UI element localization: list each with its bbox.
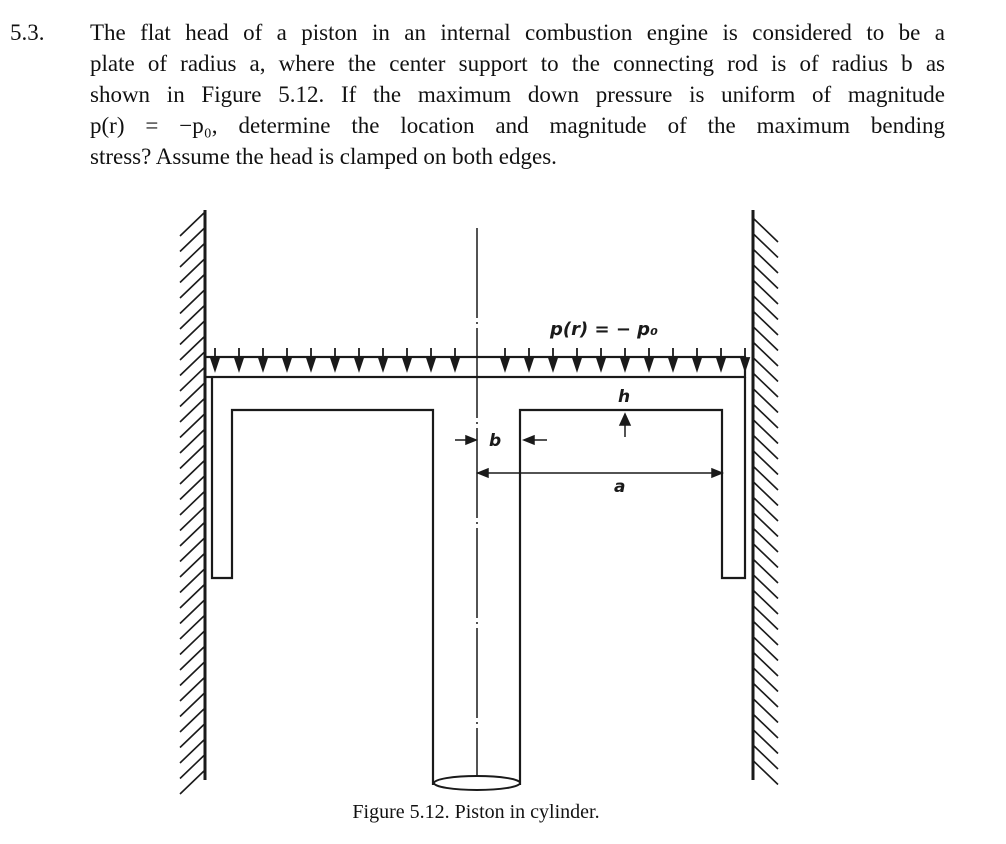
wall-hatch-line [753, 342, 778, 366]
problem-line-4: p(r) = −p₀, determine the location and magnitude of the maximum bending [90, 113, 945, 138]
wall-hatch-line [753, 389, 778, 413]
wall-hatch-line [753, 327, 778, 351]
wall-hatch-line [180, 398, 205, 422]
wall-hatch-line [753, 420, 778, 444]
wall-hatch-line [753, 466, 778, 490]
problem-line-2: plate of radius a, where the center support to the connecting rod is of radius b as [90, 51, 945, 76]
wall-hatch-line [180, 770, 205, 794]
wall-hatch-line [180, 755, 205, 779]
wall-hatch-line [180, 476, 205, 500]
thickness-arrow [620, 414, 630, 437]
wall-hatch-line [180, 631, 205, 655]
wall-hatch-line [180, 414, 205, 438]
wall-hatch-line [180, 662, 205, 686]
wall-hatch-line [753, 311, 778, 335]
wall-hatch-line [753, 482, 778, 506]
rod-end-ellipse [434, 776, 520, 790]
pressure-arrow [379, 348, 387, 370]
radius-label-a: a [614, 477, 626, 497]
wall-hatch-line [753, 435, 778, 459]
wall-hatch-line [753, 404, 778, 428]
wall-hatch-line [180, 274, 205, 298]
wall-hatch-line [753, 358, 778, 382]
wall-hatch-line [180, 336, 205, 360]
pressure-arrow [427, 348, 435, 370]
wall-hatch-line [180, 259, 205, 283]
wall-hatch-line [180, 352, 205, 376]
wall-hatch-line [180, 724, 205, 748]
wall-hatch-line [753, 249, 778, 273]
pressure-arrow [717, 348, 725, 370]
wall-hatch-line [753, 652, 778, 676]
pressure-arrow [235, 348, 243, 370]
problem-number: 5.3. [10, 20, 45, 45]
thickness-label-h: h [618, 387, 631, 407]
wall-hatch-line [180, 212, 205, 236]
wall-hatch-line [180, 693, 205, 717]
pressure-arrow [549, 348, 557, 370]
problem-line-1: The flat head of a piston in an internal combustion engine is considered to be a [90, 20, 945, 45]
wall-hatch-line [180, 491, 205, 515]
wall-hatch-line [753, 590, 778, 614]
left-cylinder-wall [180, 210, 205, 794]
wall-hatch-line [180, 600, 205, 624]
wall-hatch-line [753, 280, 778, 304]
wall-hatch-line [753, 544, 778, 568]
wall-hatch-line [753, 265, 778, 289]
pressure-arrow [621, 348, 629, 370]
wall-hatch-line [753, 745, 778, 769]
wall-hatch-line [180, 615, 205, 639]
wall-hatch-line [180, 290, 205, 314]
pressure-arrow [669, 348, 677, 370]
wall-hatch-line [180, 383, 205, 407]
problem-line-5: stress? Assume the head is clamped on both edges. [90, 144, 557, 169]
wall-hatch-line [180, 538, 205, 562]
wall-hatch-line [180, 569, 205, 593]
wall-hatch-line [753, 497, 778, 521]
wall-hatch-line [180, 522, 205, 546]
wall-hatch-line [180, 429, 205, 453]
piston-body [212, 377, 745, 785]
wall-hatch-line [753, 528, 778, 552]
wall-hatch-line [753, 637, 778, 661]
wall-hatch-line [180, 553, 205, 577]
wall-hatch-line [180, 321, 205, 345]
wall-hatch-line [753, 714, 778, 738]
wall-hatch-line [753, 234, 778, 258]
pressure-arrows [211, 348, 749, 370]
radius-label-b: b [489, 431, 502, 451]
wall-hatch-line [180, 708, 205, 732]
wall-hatch-line [180, 584, 205, 608]
wall-hatch-line [753, 683, 778, 707]
wall-hatch-line [180, 445, 205, 469]
pressure-arrow [501, 348, 509, 370]
wall-hatch-line [180, 228, 205, 252]
pressure-arrow [741, 348, 749, 370]
wall-hatch-line [753, 606, 778, 630]
wall-hatch-line [180, 243, 205, 267]
wall-hatch-line [180, 677, 205, 701]
right-cylinder-wall [753, 210, 778, 785]
problem-line-3: shown in Figure 5.12. If the maximum down pressure is uniform of magnitude [90, 82, 945, 107]
wall-hatch-line [753, 699, 778, 723]
figure-caption: Figure 5.12. Piston in cylinder. [352, 801, 600, 823]
wall-hatch-line [753, 218, 778, 242]
wall-hatch-line [753, 559, 778, 583]
wall-hatch-line [180, 460, 205, 484]
wall-hatch-line [753, 761, 778, 785]
wall-hatch-line [753, 575, 778, 599]
wall-hatch-line [753, 621, 778, 645]
pressure-arrow [597, 348, 605, 370]
pressure-arrow [355, 348, 363, 370]
wall-hatch-line [753, 296, 778, 320]
pressure-arrow [283, 348, 291, 370]
pressure-arrow [307, 348, 315, 370]
pressure-arrow [451, 348, 459, 370]
pressure-arrow [525, 348, 533, 370]
pressure-arrow [211, 348, 219, 370]
pressure-arrow [331, 348, 339, 370]
dimension-a [477, 469, 722, 477]
wall-hatch-line [753, 451, 778, 475]
wall-hatch-line [180, 646, 205, 670]
pressure-arrow [573, 348, 581, 370]
wall-hatch-line [753, 513, 778, 537]
wall-hatch-line [180, 367, 205, 391]
pressure-label: p(r) = − p₀ [550, 319, 658, 340]
pressure-arrow [693, 348, 701, 370]
wall-hatch-line [753, 373, 778, 397]
pressure-arrow [403, 348, 411, 370]
wall-hatch-line [753, 730, 778, 754]
wall-hatch-line [753, 668, 778, 692]
wall-hatch-line [180, 739, 205, 763]
wall-hatch-line [180, 507, 205, 531]
pressure-arrow [645, 348, 653, 370]
pressure-arrow [259, 348, 267, 370]
wall-hatch-line [180, 305, 205, 329]
